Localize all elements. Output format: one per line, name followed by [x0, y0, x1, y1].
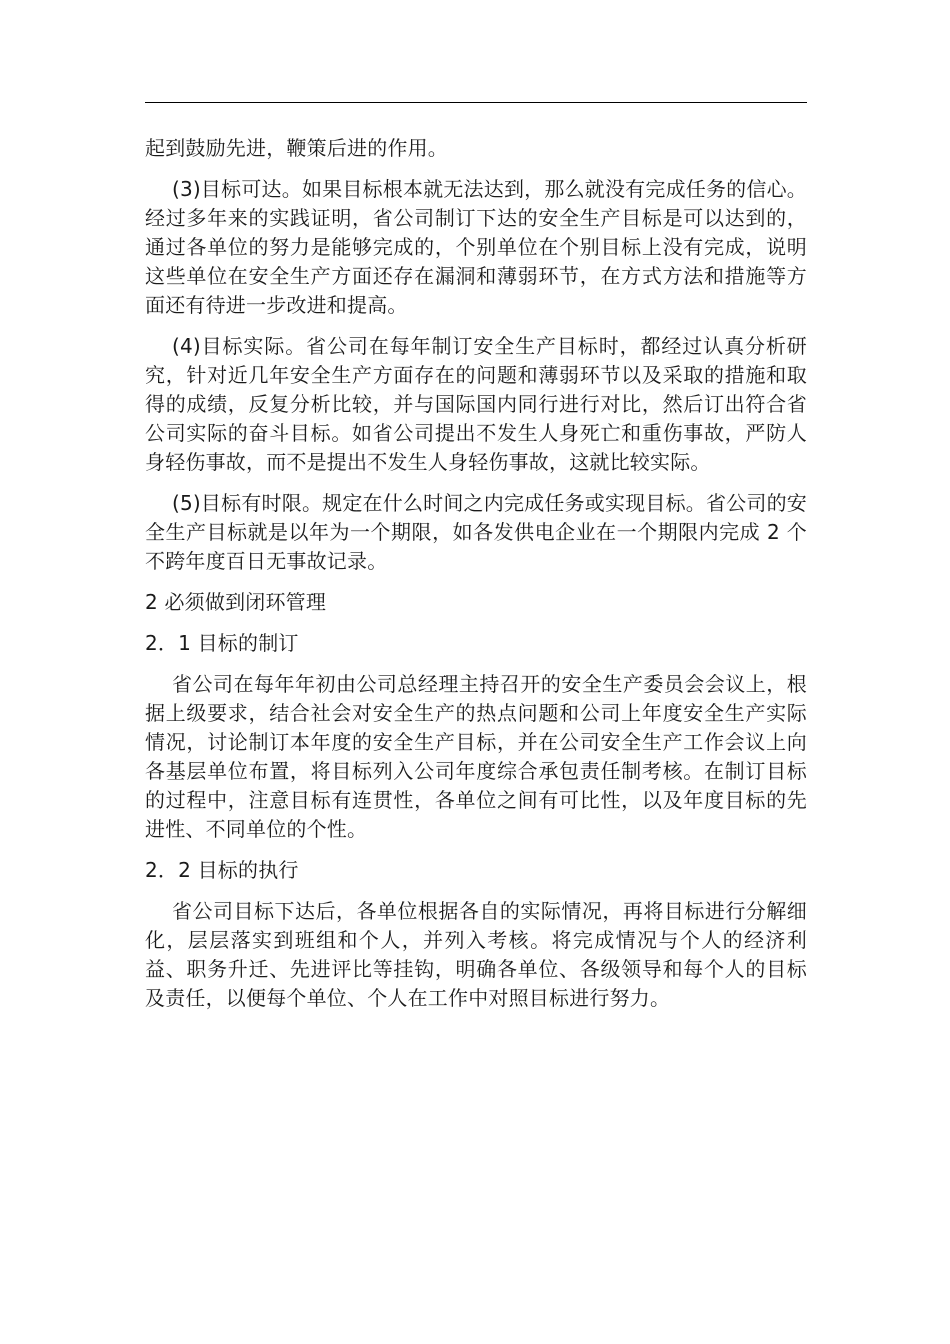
- document-page: [145, 0, 807, 1344]
- header-rule: [145, 102, 807, 103]
- section-heading-2-1: 2．1 目标的制订: [145, 631, 299, 655]
- paragraph-1: 起到鼓励先进，鞭策后进的作用。: [145, 136, 448, 160]
- paragraph-goal-realistic: (4)目标实际。省公司在每年制订安全生产目标时，都经过认真分析研究，针对近几年安全生产方面存在的问题和薄弱环节以及采取的措施和取得的成绩，反复分析比较，并与国际国内同行进行对比，然后订出符合省公司实际的奋斗目标。如省公司提出不发生人身死亡和重伤事故，严防人身轻伤事故，而不是提出不发生人身轻伤事故，这就比较实际。: [145, 334, 807, 474]
- paragraph-goal-achievable: (3)目标可达。如果目标根本就无法达到，那么就没有完成任务的信心。经过多年来的实践证明，省公司制订下达的安全生产目标是可以达到的，通过各单位的努力是能够完成的，个别单位在个别目标上没有完成，说明这些单位在安全生产方面还存在漏洞和薄弱环节，在方式方法和措施等方面还有待进一步改进和提高。: [145, 177, 807, 317]
- paragraph-goal-execution: 省公司目标下达后，各单位根据各自的实际情况，再将目标进行分解细化，层层落实到班组和个人，并列入考核。将完成情况与个人的经济利益、职务升迁、先进评比等挂钩，明确各单位、各级领导和每个人的目标及责任，以便每个单位、个人在工作中对照目标进行努力。: [145, 899, 807, 1010]
- section-heading-2-2: 2．2 目标的执行: [145, 858, 299, 882]
- paragraph-goal-setting: 省公司在每年年初由公司总经理主持召开的安全生产委员会会议上，根据上级要求，结合社会对安全生产的热点问题和公司上年度安全生产实际情况，讨论制订本年度的安全生产目标，并在公司安全生产工作会议上向各基层单位布置，将目标列入公司年度综合承包责任制考核。在制订目标的过程中，注意目标有连贯性，各单位之间有可比性，以及年度目标的先进性、不同单位的个性。: [145, 672, 807, 841]
- section-heading-2: 2 必须做到闭环管理: [145, 590, 327, 614]
- paragraph-goal-time-bound: (5)目标有时限。规定在什么时间之内完成任务或实现目标。省公司的安全生产目标就是以年为一个期限，如各发供电企业在一个期限内完成 2 个不跨年度百日无事故记录。: [145, 491, 807, 573]
- document-body: [145, 134, 807, 1013]
